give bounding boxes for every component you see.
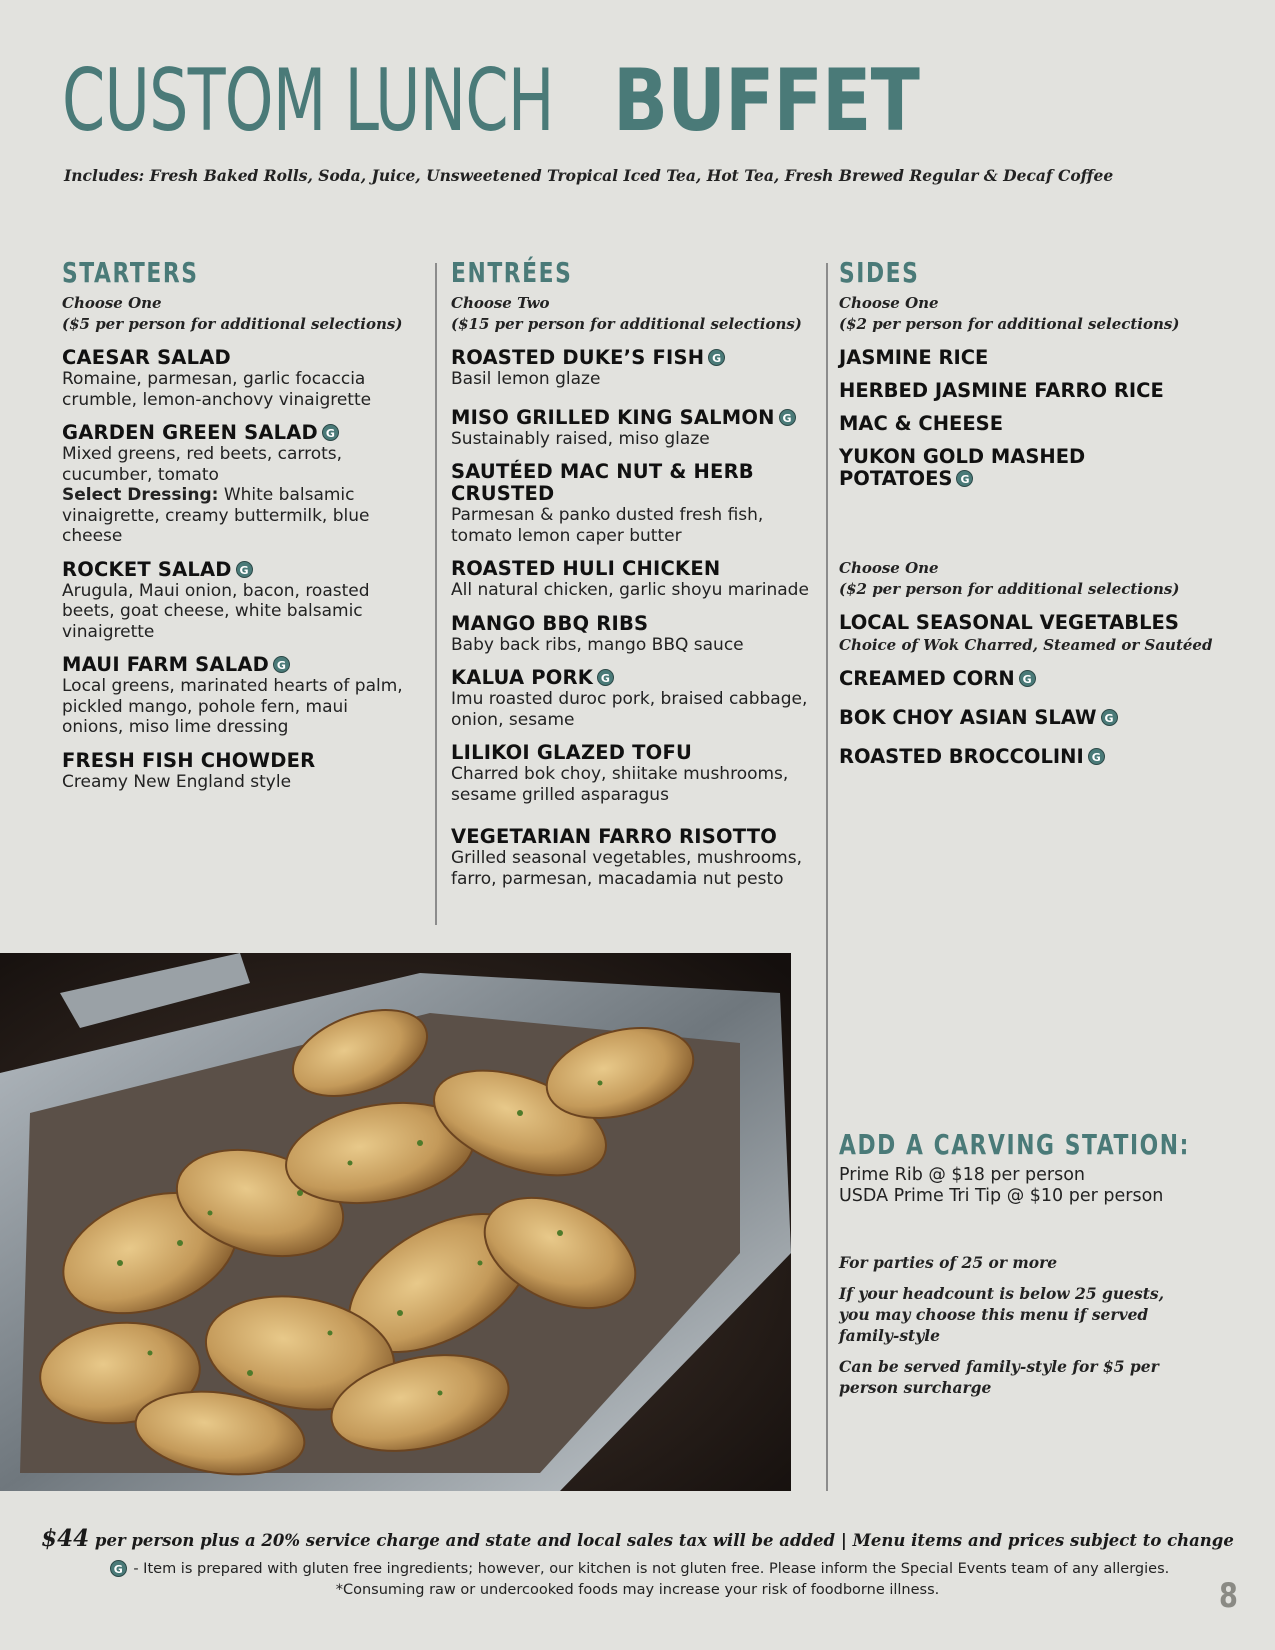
item-name: [62, 654, 412, 676]
menu-item: [62, 654, 412, 738]
item-name: MANGO BBQ RIBS: [451, 611, 649, 635]
entrees-column: [451, 258, 821, 901]
menu-item: [62, 422, 412, 547]
side-item: [839, 446, 1099, 490]
item-name-text: KALUA PORK: [451, 666, 594, 690]
item-desc: Charred bok choy, shiitake mushrooms, sesame grilled asparagus: [451, 764, 789, 805]
gluten-free-icon: G: [236, 561, 253, 578]
item-name: [451, 407, 821, 429]
column-divider: [435, 263, 437, 925]
price: $44: [41, 1525, 90, 1552]
side-item-text: ROASTED BROCCOLINI: [839, 745, 1084, 769]
side-item: HERBED JASMINE FARRO RICE: [839, 379, 1164, 403]
raw-food-note: *Consuming raw or undercooked foods may increase your risk of foodborne illness.: [335, 1582, 940, 1598]
starters-title: STARTERS: [62, 256, 199, 289]
gluten-free-icon: G: [597, 669, 614, 686]
menu-item: [62, 559, 412, 643]
dressing-line: [62, 485, 412, 547]
carving-option: Prime Rib @ $18 per person: [839, 1165, 1086, 1186]
item-name: [451, 667, 821, 689]
menu-item: [451, 613, 821, 656]
item-name-text: MAUI FARM SALAD: [62, 653, 269, 677]
menu-item: [62, 347, 412, 410]
column-divider: [826, 263, 828, 1491]
price-line: [0, 1525, 1275, 1552]
item-desc: Basil lemon glaze: [451, 369, 601, 390]
gluten-free-icon: G: [110, 1560, 127, 1577]
separator: |: [840, 1531, 847, 1550]
change-text: Menu items and prices subject to change: [852, 1531, 1234, 1550]
item-name: ROASTED HULI CHICKEN: [451, 557, 721, 581]
sides-choose-1: [839, 293, 1239, 335]
side-item: LOCAL SEASONAL VEGETABLES: [839, 611, 1179, 635]
menu-item: [62, 750, 412, 793]
menu-item: [451, 407, 821, 450]
gluten-free-icon: G: [779, 409, 796, 426]
item-name-text: MISO GRILLED KING SALMON: [451, 405, 775, 429]
item-name: [62, 559, 412, 581]
starters-column: [62, 258, 412, 804]
item-name: [451, 347, 821, 369]
item-desc: Sustainably raised, miso glaze: [451, 428, 710, 449]
gluten-free-icon: G: [1101, 709, 1118, 726]
side-item-text: YUKON GOLD MASHED POTATOES: [839, 445, 1086, 491]
item-desc: Imu roasted duroc pork, braised cabbage, onion, sesame: [451, 689, 808, 730]
party-notes: [839, 1252, 1169, 1408]
item-name: VEGETARIAN FARRO RISOTTO: [451, 825, 777, 849]
menu-item: [451, 558, 821, 601]
item-name: SAUTÉED MAC NUT & HERB CRUSTED: [451, 460, 754, 506]
price-text: per person plus a 20% service charge and state and local sales tax will be added: [94, 1531, 836, 1550]
title-bold: BUFFET: [613, 51, 920, 151]
item-name: [62, 422, 412, 444]
gluten-free-note: [0, 1560, 1275, 1577]
page-title: [62, 51, 978, 151]
item-desc: Parmesan & panko dusted fresh fish, tomato lemon caper butter: [451, 505, 764, 546]
item-desc: Creamy New England style: [62, 771, 292, 792]
entrees-title: ENTRÉES: [451, 256, 573, 289]
page-number: 8: [1219, 1576, 1238, 1616]
menu-item: [451, 826, 821, 889]
carving-station: [839, 1130, 1259, 1207]
buffet-chicken-photo: [0, 953, 791, 1491]
carving-title: ADD A CARVING STATION:: [839, 1128, 1190, 1161]
sides-note: ($2 per person for additional selections): [839, 315, 1180, 334]
includes-line: Includes: Fresh Baked Rolls, Soda, Juice, Unsweetened Tropical Iced Tea, Hot Tea, Fresh Brewed Regular & Decaf Coffee: [64, 166, 1114, 185]
item-name-text: ROASTED DUKE’S FISH: [451, 346, 705, 370]
item-name-text: ROCKET SALAD: [62, 557, 232, 581]
carving-option: USDA Prime Tri Tip @ $10 per person: [839, 1186, 1164, 1207]
menu-item: [451, 667, 821, 730]
item-desc: All natural chicken, garlic shoyu marinade: [451, 580, 809, 601]
gluten-free-icon: G: [273, 656, 290, 673]
item-name-text: GARDEN GREEN SALAD: [62, 421, 318, 445]
gluten-free-icon: G: [956, 470, 973, 487]
side-item-sub: Choice of Wok Charred, Steamed or Sautéed: [839, 636, 1213, 655]
item-desc: Romaine, parmesan, garlic focaccia crumble, lemon-anchovy vinaigrette: [62, 369, 372, 410]
sides-note: ($2 per person for additional selections): [839, 580, 1180, 599]
dressing-options: White balsamic vinaigrette, creamy buttermilk, blue cheese: [62, 485, 370, 547]
side-item: [839, 668, 1239, 690]
item-desc: Baby back ribs, mango BBQ sauce: [451, 634, 744, 655]
sides-choose-label: Choose One: [839, 294, 939, 313]
side-item: [839, 707, 1239, 729]
title-light: CUSTOM LUNCH: [62, 51, 554, 151]
carving-lines: [839, 1165, 1259, 1207]
note: For parties of 25 or more: [839, 1253, 1058, 1272]
gluten-free-icon: G: [1088, 748, 1105, 765]
note: Can be served family-style for $5 per person surcharge: [839, 1357, 1159, 1397]
gluten-free-icon: G: [708, 349, 725, 366]
entrees-note: ($15 per person for additional selections): [451, 315, 802, 334]
item-name: FRESH FISH CHOWDER: [62, 748, 316, 772]
starters-choose: [62, 293, 412, 335]
side-item: [839, 746, 1239, 768]
gluten-free-note-text: - Item is prepared with gluten free ingredients; however, our kitchen is not gluten free. Please inform the Special Events team of any allergies.: [133, 1561, 1170, 1577]
menu-item: [451, 347, 821, 390]
starters-note: ($5 per person for additional selections): [62, 315, 403, 334]
sides-title: SIDES: [839, 256, 920, 289]
gluten-free-icon: G: [1019, 670, 1036, 687]
item-desc: Mixed greens, red beets, carrots, cucumber, tomato: [62, 444, 343, 485]
sides-choose-2: [839, 558, 1239, 600]
item-name: CAESAR SALAD: [62, 346, 231, 370]
gluten-free-icon: G: [322, 424, 339, 441]
item-name: LILIKOI GLAZED TOFU: [451, 741, 693, 765]
side-item-text: CREAMED CORN: [839, 667, 1015, 691]
entrees-choose: [451, 293, 821, 335]
sides-choose-label: Choose One: [839, 559, 939, 578]
note: If your headcount is below 25 guests, you may choose this menu if served family-style: [839, 1284, 1164, 1345]
item-desc: Arugula, Maui onion, bacon, roasted beets, goat cheese, white balsamic vinaigrette: [62, 580, 370, 642]
item-desc: Grilled seasonal vegetables, mushrooms, farro, parmesan, macadamia nut pesto: [451, 848, 802, 889]
menu-item: [451, 461, 821, 546]
dressing-label: Select Dressing:: [62, 485, 219, 506]
menu-item: [451, 742, 821, 805]
entrees-choose-label: Choose Two: [451, 294, 550, 313]
item-desc: Local greens, marinated hearts of palm, pickled mango, pohole fern, maui onions, miso lime dressing: [62, 676, 403, 738]
starters-choose-label: Choose One: [62, 294, 162, 313]
side-item: MAC & CHEESE: [839, 412, 1004, 436]
sides-column: [839, 258, 1239, 779]
side-item-text: BOK CHOY ASIAN SLAW: [839, 706, 1097, 730]
side-item: JASMINE RICE: [839, 346, 989, 370]
